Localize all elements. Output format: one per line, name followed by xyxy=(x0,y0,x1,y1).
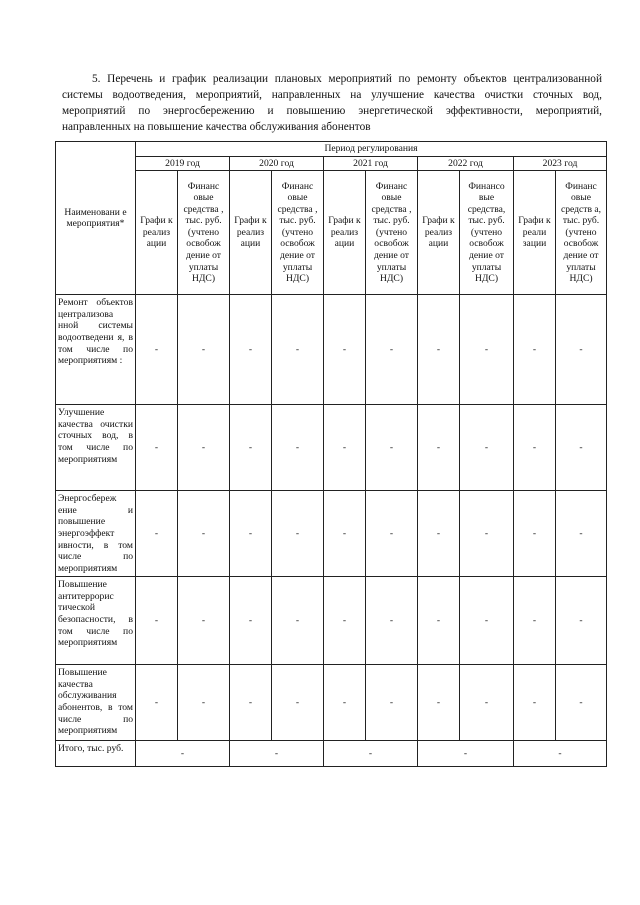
total-row xyxy=(56,741,607,767)
total-value: - xyxy=(514,741,607,767)
schedule-subheader: Графи к реализ ации xyxy=(136,171,178,295)
cell-value: - xyxy=(366,405,418,491)
cell-value: - xyxy=(272,295,324,405)
finance-subheader: Финанс овые средства , тыс. руб. (учтено освобож дение от уплаты НДС) xyxy=(178,171,230,295)
cell-value: - xyxy=(460,491,514,577)
finance-subheader: Финанс овые средства , тыс. руб. (учтено освобож дение от уплаты НДС) xyxy=(272,171,324,295)
cell-value: - xyxy=(418,405,460,491)
cell-value: - xyxy=(178,577,230,665)
cell-value: - xyxy=(178,405,230,491)
cell-value: - xyxy=(324,405,366,491)
cell-value: - xyxy=(366,295,418,405)
cell-value: - xyxy=(136,577,178,665)
cell-value: - xyxy=(514,405,556,491)
cell-value: - xyxy=(272,405,324,491)
cell-value: - xyxy=(178,665,230,741)
row-name: Повышение антитеррорис тической безопасности, в том числе по мероприятиям xyxy=(56,577,136,665)
row-name: Энергосбереж ение и повышение энергоэффект ивности, в том числе по мероприятиям xyxy=(56,491,136,577)
cell-value: - xyxy=(272,491,324,577)
cell-value: - xyxy=(272,577,324,665)
cell-value: - xyxy=(556,295,607,405)
cell-value: - xyxy=(136,491,178,577)
cell-value: - xyxy=(460,295,514,405)
cell-value: - xyxy=(324,665,366,741)
schedule-subheader: Графи к реализ ации xyxy=(324,171,366,295)
finance-subheader: Финансо вые средства, тыс. руб. (учтено освобож дение от уплаты НДС) xyxy=(460,171,514,295)
table-row xyxy=(56,295,607,405)
year-header: 2022 год xyxy=(418,156,514,171)
cell-value: - xyxy=(136,405,178,491)
total-label: Итого, тыс. руб. xyxy=(56,741,136,767)
cell-value: - xyxy=(460,577,514,665)
table-row xyxy=(56,491,607,577)
section-heading: 5. Перечень и график реализации плановых мероприятий по ремонту объектов централизованной системы водоотведения, мероприятий, направленных на улучшение качества очистки сточных вод, мероприятий по энергосбережению и повышению энергетической эффективности, мероприятий, направленных на повышение качества обслуживания абонентов xyxy=(62,73,602,134)
cell-value: - xyxy=(514,295,556,405)
finance-subheader: Финанс овые средства , тыс. руб. (учтено освобож дение от уплаты НДС) xyxy=(366,171,418,295)
row-name: Улучшение качества очистки сточных вод, в том числе по мероприятиям xyxy=(56,405,136,491)
cell-value: - xyxy=(230,665,272,741)
cell-value: - xyxy=(556,577,607,665)
cell-value: - xyxy=(230,491,272,577)
cell-value: - xyxy=(460,665,514,741)
row-name: Повышение качества обслуживания абонентов, в том числе по мероприятиям xyxy=(56,665,136,741)
cell-value: - xyxy=(556,405,607,491)
finance-subheader: Финанс овые средств а, тыс. руб. (учтено освобож дение от уплаты НДС) xyxy=(556,171,607,295)
schedule-subheader: Графи к реализ ации xyxy=(418,171,460,295)
year-header: 2021 год xyxy=(324,156,418,171)
period-header: Период регулирования xyxy=(136,142,607,157)
total-value: - xyxy=(136,741,230,767)
cell-value: - xyxy=(272,665,324,741)
cell-value: - xyxy=(514,577,556,665)
cell-value: - xyxy=(324,577,366,665)
cell-value: - xyxy=(460,405,514,491)
year-header: 2023 год xyxy=(514,156,607,171)
cell-value: - xyxy=(366,665,418,741)
table-row xyxy=(56,577,607,665)
cell-value: - xyxy=(514,491,556,577)
cell-value: - xyxy=(230,577,272,665)
cell-value: - xyxy=(556,491,607,577)
cell-value: - xyxy=(556,665,607,741)
cell-value: - xyxy=(324,295,366,405)
cell-value: - xyxy=(418,665,460,741)
total-value: - xyxy=(324,741,418,767)
measures-table xyxy=(55,141,607,767)
table-row xyxy=(56,665,607,741)
year-header: 2019 год xyxy=(136,156,230,171)
cell-value: - xyxy=(136,295,178,405)
schedule-subheader: Графи к реализ ации xyxy=(230,171,272,295)
year-header: 2020 год xyxy=(230,156,324,171)
cell-value: - xyxy=(178,491,230,577)
cell-value: - xyxy=(366,491,418,577)
cell-value: - xyxy=(136,665,178,741)
row-name: Ремонт объектов централизова нной системы водоотведени я, в том числе по мероприятиям : xyxy=(56,295,136,405)
cell-value: - xyxy=(418,295,460,405)
cell-value: - xyxy=(418,577,460,665)
cell-value: - xyxy=(230,405,272,491)
cell-value: - xyxy=(324,491,366,577)
total-value: - xyxy=(230,741,324,767)
cell-value: - xyxy=(514,665,556,741)
name-column-header: Наименовани е мероприятия* xyxy=(56,142,136,295)
cell-value: - xyxy=(178,295,230,405)
total-value: - xyxy=(418,741,514,767)
schedule-subheader: Графи к реали зации xyxy=(514,171,556,295)
cell-value: - xyxy=(366,577,418,665)
table-row xyxy=(56,405,607,491)
cell-value: - xyxy=(230,295,272,405)
cell-value: - xyxy=(418,491,460,577)
